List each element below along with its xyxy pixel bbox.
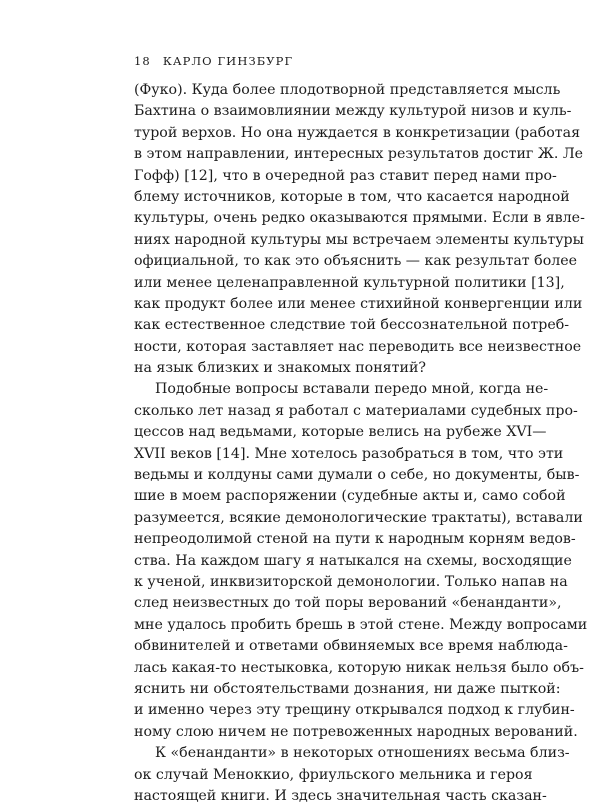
paragraph: [134, 743, 570, 807]
text-line: как продукт более или менее стихийной конвергенции или: [134, 295, 583, 312]
text-line: (Фуко). Куда более плодотворной представляется мысль: [134, 82, 561, 98]
text-line: цессов над ведьмами, которые велись на рубеже XVI—: [134, 424, 547, 441]
body-text: [134, 80, 588, 807]
text-line: XVII веков [14]. Мне хотелось разобраться в том, что эти: [134, 445, 564, 462]
text-line: в этом направлении, интересных результатов достиг Ж. Ле: [134, 146, 584, 163]
text-line: ности, которая заставляет нас переводить все неизвестное: [134, 338, 582, 355]
running-head: [134, 54, 293, 68]
text-line: ок случай Меноккио, фриульского мельника и героя: [134, 766, 533, 783]
text-line: шие в моем распоряжении (судебные акты и, само собой: [134, 488, 566, 505]
text-line: Подобные вопросы вставали передо мной, когда не-: [155, 381, 549, 398]
running-title: КАРЛО ГИНЗБУРГ: [162, 54, 294, 68]
text-line: мне удалось пробить брешь в этой стене. Между вопросами: [134, 616, 588, 633]
paragraph: [134, 379, 588, 743]
text-line: разумеется, всякие демонологические трактаты), вставали: [134, 509, 583, 526]
text-line: настоящей книги. И здесь значительная часть сказан-: [134, 787, 547, 804]
text-line: или менее целенаправленной культурной политики [13],: [134, 274, 565, 291]
paragraph: [134, 80, 585, 379]
text-line: обвинителей и ответами обвиняемых все время наблюда-: [134, 638, 568, 655]
text-line: культуры, очень редко оказываются прямыми. Если в явле-: [134, 210, 585, 227]
text-line: Гофф) [12], что в очередной раз ставит перед нами про-: [134, 167, 557, 184]
text-line: Бахтина о взаимовлиянии между культурой низов и куль-: [134, 103, 572, 120]
text-line: лась какая-то нестыковка, которую никак нельзя было объ-: [134, 659, 584, 676]
text-line: ниях народной культуры мы встречаем элементы культуры: [134, 231, 584, 248]
text-line: к ученой, инквизиторской демонологии. Только напав на: [134, 573, 568, 590]
text-line: как естественное следствие той бессознательной потреб-: [134, 317, 570, 334]
text-line: ному слою ничем не потревоженных народных верований.: [134, 723, 578, 740]
text-line: непреодолимой стеной на пути к народным корням ведов-: [134, 531, 576, 548]
text-line: турой верхов. Но она нуждается в конкретизации (работая: [134, 124, 581, 141]
text-line: и именно через эту трещину открывался подход к глубин-: [134, 702, 575, 719]
text-line: К «бенанданти» в некоторых отношениях весьма близ-: [155, 745, 570, 762]
text-line: блему источников, которые в том, что касается народной: [134, 188, 570, 205]
text-line: ведьмы и колдуны сами думали о себе, но документы, быв-: [134, 467, 580, 484]
text-line: сколько лет назад я работал с материалами судебных про-: [134, 402, 578, 419]
text-line: на язык близких и знакомых понятий?: [134, 360, 427, 377]
text-line: след неизвестных до той поры верований «бенанданти»,: [134, 595, 562, 612]
page-number: 18: [134, 54, 151, 68]
text-line: ства. На каждом шагу я натыкался на схемы, восходящие: [134, 552, 572, 569]
text-line: яснить ни обстоятельствами дознания, ни даже пыткой:: [134, 680, 561, 697]
text-line: официальной, то как это объяснить — как результат более: [134, 253, 578, 270]
